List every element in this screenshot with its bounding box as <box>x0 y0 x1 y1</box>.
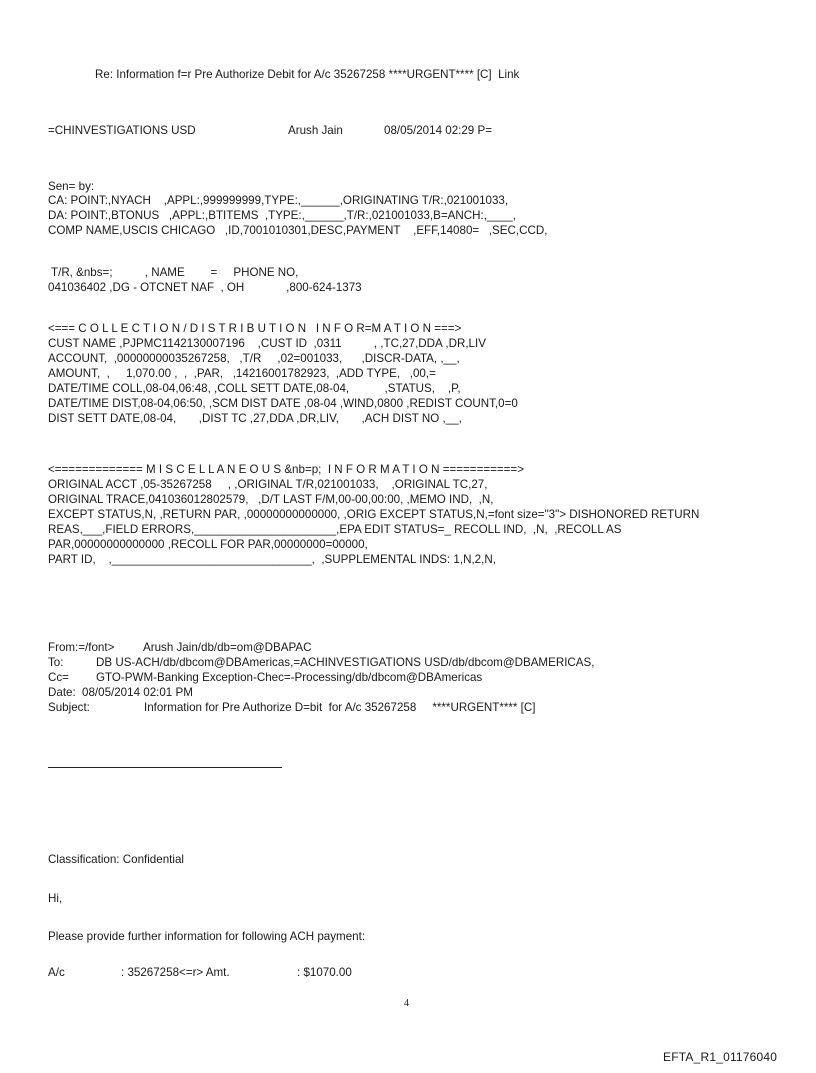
header-datetime: 08/05/2014 02:29 P= <box>384 124 492 137</box>
email-to-value: DB US-ACH/db/dbcom@DBAmericas,=ACHINVESTIGATIONS USD/db/dbcom@DBAMERICAS, <box>96 656 595 669</box>
account-label: A/c <box>48 966 65 979</box>
email-from-label: From:=/font> <box>48 641 115 654</box>
misc-line: PAR,00000000000000 ,RECOLL FOR PAR,00000000=00000, <box>48 538 368 551</box>
account-value: : 35267258<=r> Amt. <box>121 966 230 979</box>
bates-number: EFTA_R1_01176040 <box>663 1050 778 1064</box>
email-subject-label: Subject: <box>48 701 90 714</box>
collection-line: CUST NAME ,PJPMC1142130007196 ,CUST ID ,0311 , ,TC,27,DDA ,DR,LIV <box>48 337 486 350</box>
page-number: 4 <box>404 998 409 1009</box>
email-date-value: 08/05/2014 02:01 PM <box>82 686 193 699</box>
amount-value: : $1070.00 <box>297 966 352 979</box>
header-from-group: =CHINVESTIGATIONS USD <box>48 124 196 137</box>
collection-line: DIST SETT DATE,08-04, ,DIST TC ,27,DDA ,DR,LIV, ,ACH DIST NO ,__, <box>48 412 462 425</box>
subject-line: Re: Information f=r Pre Authorize Debit for A/c 35267258 ****URGENT**** [C] Link <box>95 68 520 81</box>
collection-line: <=== C O L L E C T I O N / D I S T R I B U T I O N I N F O R=M A T I O N ===> <box>48 322 462 335</box>
email-cc-value: GTO-PWM-Banking Exception-Chec=-Processing/db/dbcom@DBAmericas <box>96 671 483 684</box>
misc-line: EXCEPT STATUS,N, ,RETURN PAR, ,00000000000000, ,ORIG EXCEPT STATUS,N,=font size="3"> DISHONORED RETURN <box>48 508 700 521</box>
sent-by-line: DA: POINT:,BTONUS ,APPL:,BTITEMS ,TYPE:,______,T/R:,021001033,B=ANCH:,____, <box>48 209 516 222</box>
misc-line: REAS,___,FIELD ERRORS,______________________,EPA EDIT STATUS=_ RECOLL IND, ,N, ,RECOLL AS <box>48 523 622 536</box>
request-text: Please provide further information for following ACH payment: <box>48 930 366 943</box>
collection-line: DATE/TIME DIST,08-04,06:50, ,SCM DIST DATE ,08-04 ,WIND,0800 ,REDIST COUNT,0=0 <box>48 397 518 410</box>
sent-by-line: COMP NAME,USCIS CHICAGO ,ID,7001010301,DESC,PAYMENT ,EFF,14080= ,SEC,CCD, <box>48 224 548 237</box>
collection-line: ACCOUNT, ,00000000035267258, ,T/R ,02=001033, ,DISCR-DATA, ,__, <box>48 352 460 365</box>
collection-line: DATE/TIME COLL,08-04,06:48, ,COLL SETT DATE,08-04, ,STATUS, ,P, <box>48 382 461 395</box>
email-to-label: To: <box>48 656 64 669</box>
sent-by-line: Sen= by: <box>48 180 95 193</box>
misc-line: PART ID, ,_______________________________, ,SUPPLEMENTAL INDS: 1,N,2,N, <box>48 553 496 566</box>
separator-rule <box>48 767 282 768</box>
tr-block-line: 041036402 ,DG - OTCNET NAF , OH ,800-624-1373 <box>48 281 362 294</box>
misc-line: ORIGINAL TRACE,041036012802579, ,D/T LAST F/M,00-00,00:00, ,MEMO IND, ,N, <box>48 493 494 506</box>
sent-by-line: CA: POINT:,NYACH ,APPL:,999999999,TYPE:,______,ORIGINATING T/R:,021001033, <box>48 194 509 207</box>
tr-block-line: T/R, &nbs=; , NAME = PHONE NO, <box>48 266 299 279</box>
greeting-text: Hi, <box>48 892 63 905</box>
email-cc-label: Cc= <box>48 671 69 684</box>
collection-line: AMOUNT, , 1,070.00 , , ,PAR, ,14216001782923, ,ADD TYPE, ,00,= <box>48 367 436 380</box>
misc-line: ORIGINAL ACCT ,05-35267258 , ,ORIGINAL T/R,021001033, ,ORIGINAL TC,27, <box>48 478 488 491</box>
header-sender: Arush Jain <box>288 124 343 137</box>
email-date-label: Date: <box>48 686 76 699</box>
email-from-value: Arush Jain/db/db=om@DBAPAC <box>143 641 312 654</box>
classification-text: Classification: Confidential <box>48 853 184 866</box>
email-subject-value: Information for Pre Authorize D=bit for A/c 35267258 ****URGENT**** [C] <box>144 701 536 714</box>
misc-line: <============= M I S C E L L A N E O U S &nb=p; I N F O R M A T I O N ===========> <box>48 463 524 476</box>
